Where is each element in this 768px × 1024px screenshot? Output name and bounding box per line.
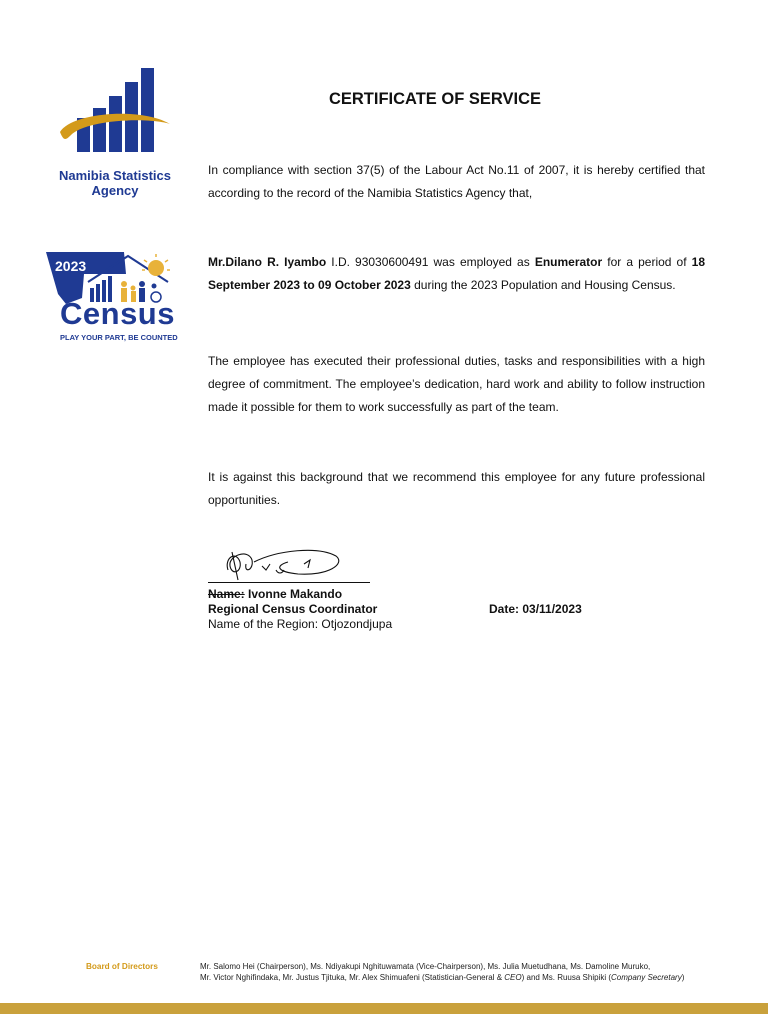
certificate-title: CERTIFICATE OF SERVICE — [328, 90, 542, 108]
region-name: Name of the Region: Otjozondjupa — [208, 617, 393, 631]
board-of-directors-list — [200, 961, 740, 983]
footer-gold-bar — [0, 1003, 768, 1014]
board-line-1: Mr. Salomo Hei (Chairperson), Ms. Ndiyakupi Nghituwamata (Vice-Chairperson), Ms. Julia Muetudhana, Ms. Damoline Muruko, — [200, 962, 651, 971]
signatory-role: Regional Census Coordinator — [208, 602, 378, 616]
board-line-2e: ) — [681, 973, 685, 982]
letterhead-sidebar — [0, 0, 200, 1024]
signatory-name — [208, 587, 342, 601]
board-of-directors-label: Board of Directors — [86, 962, 158, 971]
employment-paragraph — [208, 251, 705, 297]
employee-name: Mr.Dilano R. Iyambo — [208, 255, 327, 269]
agency-name — [40, 168, 190, 198]
employee-position: Enumerator — [534, 255, 603, 269]
board-line-2a: Mr. Victor Nghifindaka, Mr. Justus Tjituka, Mr. Alex Shimuafeni (Statistician-General & — [200, 973, 505, 982]
board-line-2c: ) and Ms. Ruusa Shipiki ( — [521, 973, 611, 982]
duties-paragraph: The employee has executed their professional duties, tasks and responsibilities with a high degree of commitment. The employee’s dedication, hard work and ability to follow instruction made it possible for them to work successfully as part of the team. — [208, 354, 705, 414]
board-line-2b: CEO — [504, 973, 522, 982]
period-pre: for a period of — [602, 255, 692, 269]
signatory-name-value: Ivonne Makando — [244, 587, 343, 601]
signatory-name-label: Name: — [208, 587, 245, 601]
board-line-2 — [200, 972, 740, 983]
intro-paragraph: In compliance with section 37(5) of the Labour Act No.11 of 2007, it is hereby certified that according to the record of the Namibia Statistics Agency that, — [208, 163, 705, 200]
employment-period: 18 September 2023 to 09 October 2023 — [208, 255, 705, 292]
signature-line — [208, 582, 370, 583]
board-line-2d: Company Secretary — [611, 973, 682, 982]
employee-id-text: I.D. 93030600491 was employed as — [326, 255, 535, 269]
recommendation-paragraph: It is against this background that we recommend this employee for any future professional opportunities. — [208, 470, 705, 507]
period-post: during the 2023 Population and Housing Census. — [410, 278, 676, 292]
agency-name-line2: Agency — [91, 183, 139, 198]
census-wordmark: Census — [60, 296, 175, 331]
agency-name-line1: Namibia Statistics — [59, 168, 171, 183]
census-tagline: PLAY YOUR PART, BE COUNTED — [60, 333, 178, 342]
census-year: 2023 — [55, 258, 87, 274]
certificate-date: Date: 03/11/2023 — [489, 602, 582, 616]
